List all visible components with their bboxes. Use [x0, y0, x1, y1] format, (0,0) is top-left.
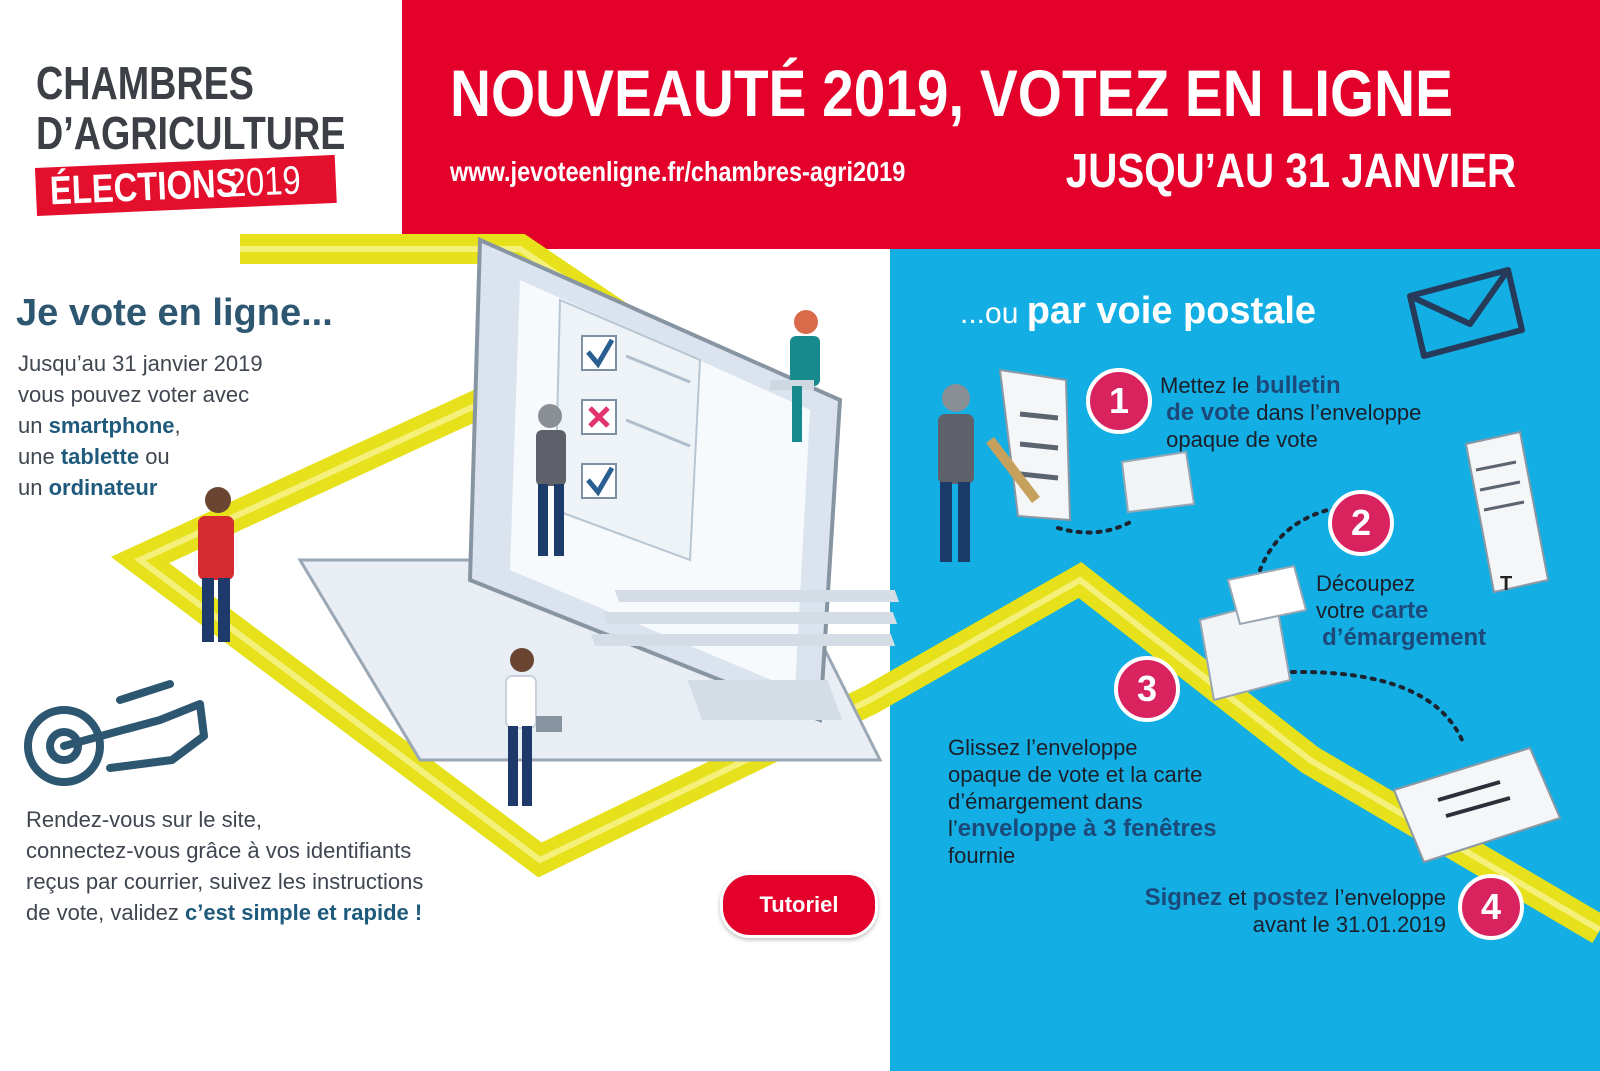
step-4-text: Signez et postez l’enveloppe avant le 31.01.2019 — [1144, 884, 1446, 937]
step-3-text: Glissez l’enveloppe opaque de vote et la carte d’émargement dans l’enveloppe à 3 fenêtres fournie — [948, 735, 1217, 868]
step-3-badge: 3 — [1114, 656, 1180, 722]
touch-hand-icon — [28, 684, 204, 782]
envelope-icon — [1410, 270, 1522, 356]
step-4-badge: 4 — [1458, 874, 1524, 940]
online-line-1: Jusqu’au 31 janvier 2019 — [18, 351, 263, 376]
online-line-5: un ordinateur — [18, 475, 158, 500]
online-line-4: une tablette ou — [18, 444, 170, 469]
open-envelope-icon — [1200, 566, 1306, 700]
online-instructions — [26, 804, 423, 928]
window-envelope-icon — [1394, 748, 1560, 862]
banner-title: NOUVEAUTÉ 2019, VOTEZ EN LIGNE — [450, 56, 1453, 130]
step-1-text: Mettez le bulletin de vote dans l’enveloppe opaque de vote — [1160, 372, 1422, 452]
online-vote-heading: Je vote en ligne... — [16, 292, 333, 334]
instr-line-1: Rendez-vous sur le site, — [26, 807, 262, 832]
checkmark-icon-2 — [582, 464, 616, 498]
logo-line-1: CHAMBRES — [36, 57, 254, 109]
logo-line-2: D’AGRICULTURE — [36, 107, 346, 159]
instr-line-4: de vote, validez c’est simple et rapide ! — [26, 900, 423, 925]
online-line-2: vous pouvez voter avec — [18, 382, 250, 407]
logo-badge-year: 2019 — [226, 158, 302, 206]
instr-line-2: connectez-vous grâce à vos identifiants — [26, 838, 412, 863]
person-ballot-icon — [938, 370, 1070, 562]
tutorial-button[interactable]: Tutoriel — [720, 872, 878, 938]
instr-line-3: reçus par courrier, suivez les instructions — [26, 869, 424, 894]
logo-badge-bold: ÉLECTIONS — [49, 161, 239, 214]
step-2-badge: 2 — [1328, 490, 1394, 556]
banner-url[interactable]: www.jevoteenligne.fr/chambres-agri2019 — [450, 156, 906, 187]
step-2-text: Découpez votre carte d’émargement — [1316, 571, 1487, 651]
step-1-badge: 1 — [1086, 368, 1152, 434]
online-line-3: un smartphone, — [18, 413, 181, 438]
svg-text:T: T — [1500, 573, 1513, 595]
small-envelope-icon — [1122, 452, 1194, 512]
online-vote-description — [18, 348, 263, 503]
banner-deadline: JUSQU’AU 31 JANVIER — [1065, 145, 1516, 198]
postal-vote-heading: ...ou par voie postale — [960, 290, 1317, 332]
